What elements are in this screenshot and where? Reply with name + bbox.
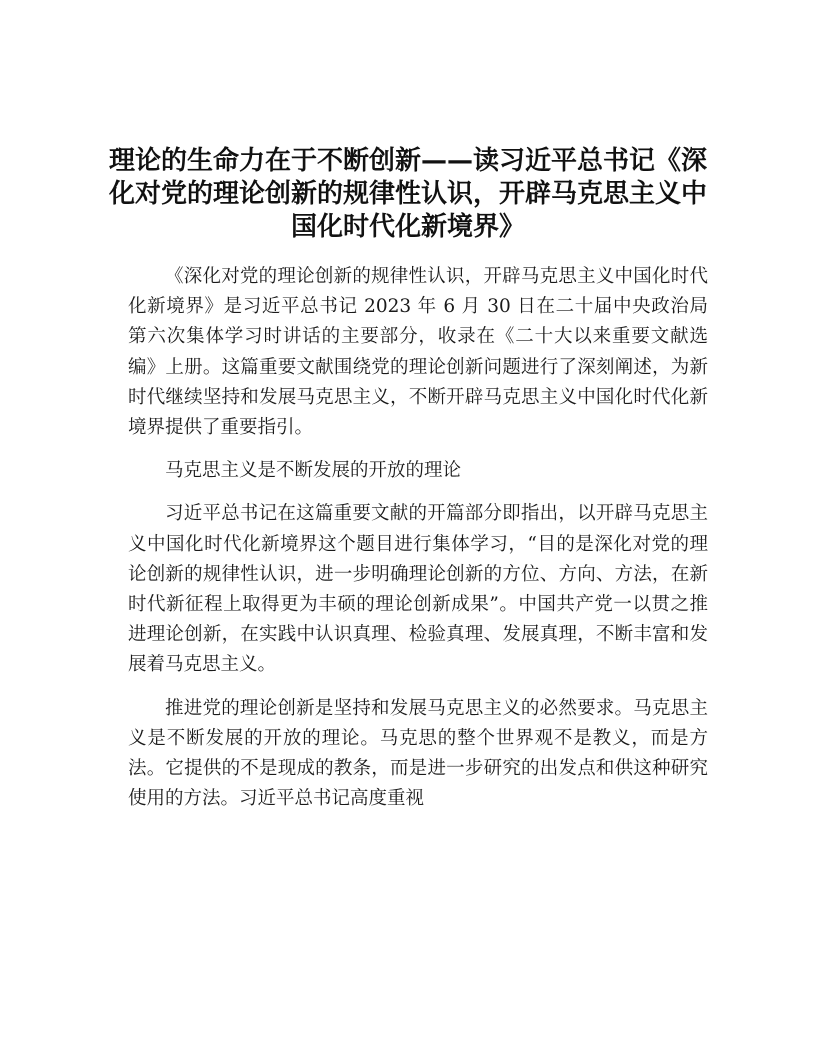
section-subheading: 马克思主义是不断发展的开放的理论 xyxy=(165,460,462,482)
paragraph-section-2: 推进党的理论创新是坚持和发展马克思主义的必然要求。马克思主义是不断发展的开放的理论。马克思的整个世界观不是教义，而是方法。它提供的不是现成的教条，而是进一步研究的出发点和供这种研究使用的方法。习近平总书记高度重视 xyxy=(128,697,708,810)
paragraph-intro: 《深化对党的理论创新的规律性认识，开辟马克思主义中国化时代化新境界》是习近平总书记 2023 年 6 月 30 日在二十届中央政治局第六次集体学习时讲话的主要部分，收录在《二十大以来重要文献选编》上册。这篇重要文献围绕党的理论创新问题进行了深刻阐述，为新时代继续坚持和发展马克思主义，不断开辟马克思主义中国化时代化新境界提供了重要指引。 xyxy=(128,266,708,439)
article-body xyxy=(128,262,708,827)
paragraph-section-1: 习近平总书记在这篇重要文献的开篇部分即指出，以开辟马克思主义中国化时代化新境界这个题目进行集体学习，“目的是深化对党的理论创新的规律性认识，进一步明确理论创新的方位、方向、方法，在新时代新征程上取得更为丰硕的理论创新成果”。中国共产党一以贯之推进理论创新，在实践中认识真理、检验真理、发展真理，不断丰富和发展着马克思主义。 xyxy=(128,503,708,676)
article-title: 理论的生命力在于不断创新——读习近平总书记《深化对党的理论创新的规律性认识，开辟马克思主义中国化时代化新境界》 xyxy=(108,146,707,242)
